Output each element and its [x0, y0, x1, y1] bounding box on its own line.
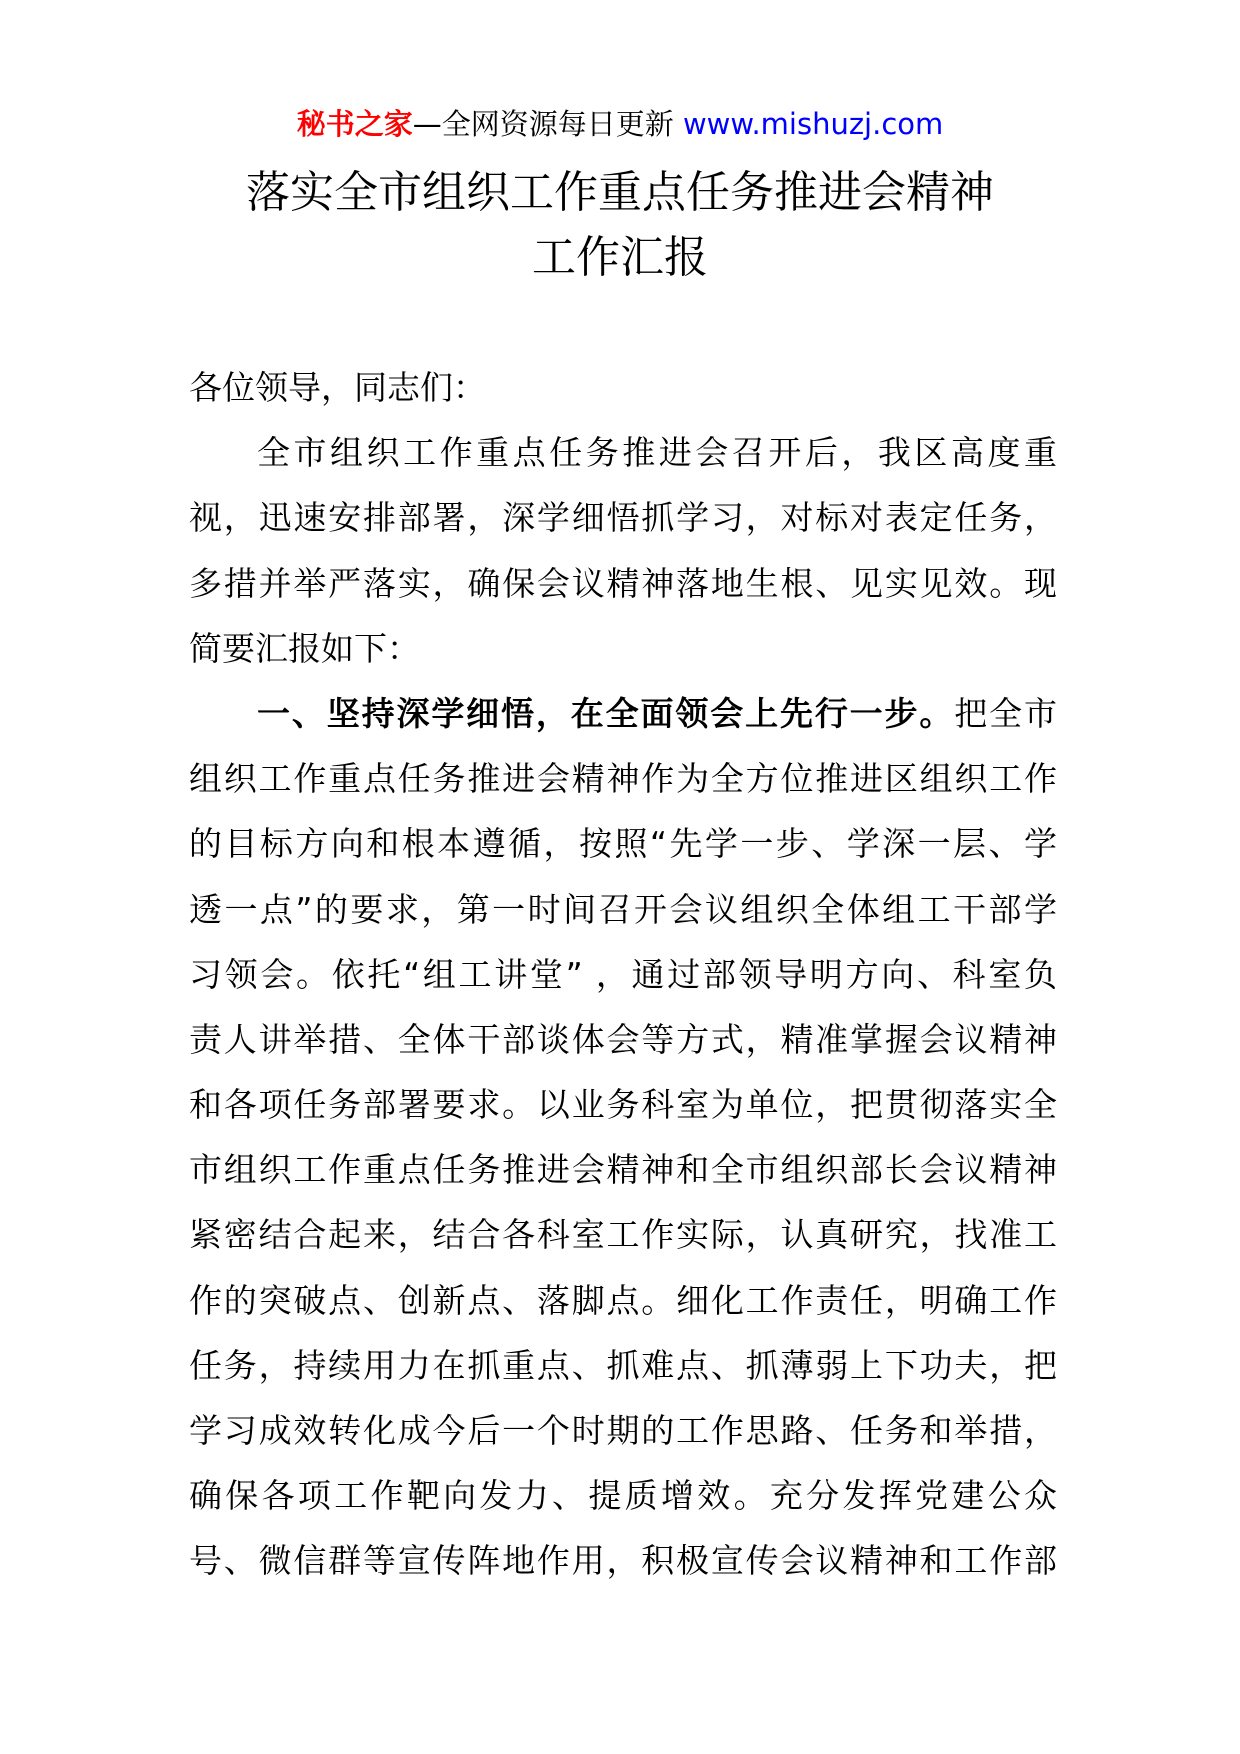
text-line: 紧密结合起来，结合各科室工作实际，认真研究，找准工	[189, 1215, 1057, 1255]
text-fragment: 把全市	[954, 693, 1057, 733]
text-line: 全市组织工作重点任务推进会召开后，我区高度重	[257, 433, 1057, 473]
site-url[interactable]: www.mishuzj.com	[682, 107, 944, 141]
header-slogan: —全网资源每日更新	[412, 107, 683, 141]
text-line: 组织工作重点任务推进会精神作为全方位推进区组织工作	[189, 759, 1057, 799]
text-line: 责人讲举措、全体干部谈体会等方式，精准掌握会议精神	[189, 1019, 1057, 1059]
section-heading: 一、坚持深学细悟，在全面领会上先行一步。	[257, 693, 955, 733]
text-line: 透一点”的要求，第一时间召开会议组织全体组工干部学	[189, 889, 1057, 929]
document-title-line-1: 落实全市组织工作重点任务推进会精神	[246, 167, 994, 218]
watermark-header	[0, 104, 1240, 144]
salutation: 各位领导，同志们：	[189, 368, 486, 407]
text-line: 学习成效转化成今后一个时期的工作思路、任务和举措，	[189, 1411, 1057, 1450]
text-line: 习领会。依托“组工讲堂” ，通过部领导明方向、科室负	[189, 954, 1057, 994]
text-line: 的目标方向和根本遵循，按照“先学一步、学深一层、学	[189, 824, 1057, 864]
brand-name: 秘书之家	[296, 107, 413, 141]
text-line: 任务，持续用力在抓重点、抓难点、抓薄弱上下功夫，把	[189, 1345, 1057, 1385]
text-line: 市组织工作重点任务推进会精神和全市组织部长会议精神	[189, 1150, 1057, 1190]
document-title-line-2: 工作汇报	[532, 232, 708, 283]
text-line: 号、微信群等宣传阵地作用，积极宣传会议精神和工作部	[189, 1541, 1057, 1581]
text-line: 确保各项工作靶向发力、提质增效。充分发挥党建公众	[189, 1476, 1057, 1516]
section-heading-line	[189, 681, 1057, 746]
text-line: 作的突破点、创新点、落脚点。细化工作责任，明确工作	[189, 1280, 1057, 1320]
text-line: 视，迅速安排部署，深学细悟抓学习，对标对表定任务，	[189, 498, 1057, 538]
text-line: 简要汇报如下：	[189, 628, 420, 668]
text-line: 多措并举严落实，确保会议精神落地生根、见实见效。现	[189, 563, 1057, 603]
text-line: 和各项任务部署要求。以业务科室为单位，把贯彻落实全	[189, 1085, 1057, 1125]
document-body	[189, 355, 1057, 1594]
